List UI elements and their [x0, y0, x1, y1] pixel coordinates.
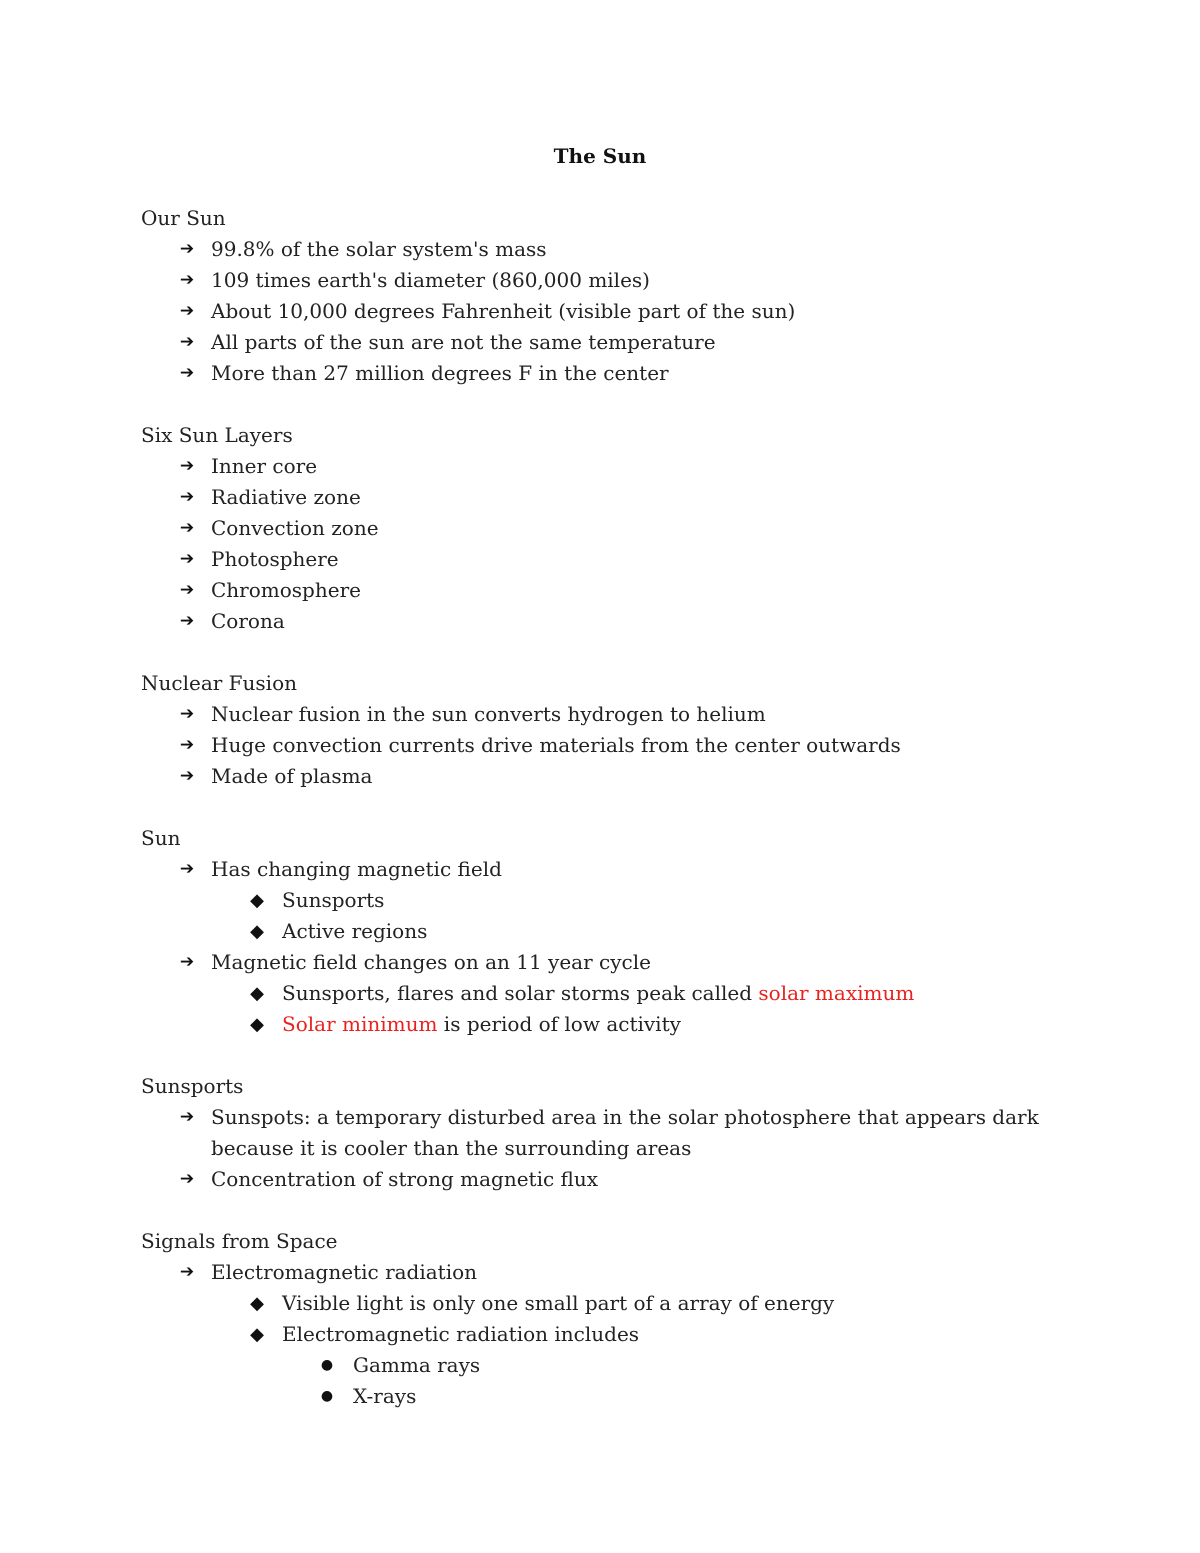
arrow-bullet-icon: ➔ — [179, 1169, 195, 1189]
list-item-text: Electromagnetic radiation includes — [282, 1322, 640, 1346]
list-item-text: 99.8% of the solar system's mass — [211, 237, 547, 261]
list-item-text: X-rays — [353, 1384, 417, 1408]
list-item — [141, 1257, 1081, 1288]
arrow-bullet-icon: ➔ — [179, 859, 195, 879]
section-sunsports — [141, 1071, 1081, 1195]
section-heading: Nuclear Fusion — [141, 671, 297, 695]
arrow-bullet-icon: ➔ — [179, 332, 195, 352]
arrow-bullet-icon: ➔ — [179, 704, 195, 724]
sub-list-item — [141, 885, 1081, 916]
list-item-text: About 10,000 degrees Fahrenheit (visible part of the sun) — [211, 299, 796, 323]
list-item-text: Photosphere — [211, 547, 339, 571]
list-item-text: 109 times earth's diameter (860,000 miles) — [211, 268, 650, 292]
arrow-bullet-icon: ➔ — [179, 766, 195, 786]
list-item — [141, 482, 1081, 513]
arrow-bullet-icon: ➔ — [179, 487, 195, 507]
section-heading: Sun — [141, 826, 181, 850]
list-item — [141, 234, 1081, 265]
list-item — [141, 265, 1081, 296]
arrow-bullet-icon: ➔ — [179, 580, 195, 600]
list-item-text: is period of low activity — [437, 1012, 681, 1036]
list-item-text: Sunsports, flares and solar storms peak called — [282, 981, 759, 1005]
arrow-bullet-icon: ➔ — [179, 301, 195, 321]
sub-list-item — [141, 1288, 1081, 1319]
list-item — [141, 296, 1081, 327]
list-item-text: Magnetic field changes on an 11 year cycle — [211, 950, 651, 974]
arrow-bullet-icon: ➔ — [179, 549, 195, 569]
section-heading: Signals from Space — [141, 1229, 338, 1253]
arrow-bullet-icon: ➔ — [179, 239, 195, 259]
diamond-bullet-icon: ◆ — [250, 1293, 264, 1314]
list-item — [141, 451, 1081, 482]
list-item-text: Active regions — [282, 919, 428, 943]
diamond-bullet-icon: ◆ — [250, 1324, 264, 1345]
dot-bullet-icon: ● — [320, 1388, 334, 1404]
list-item — [141, 1164, 1081, 1195]
list-item-text: Made of plasma — [211, 764, 373, 788]
list-item — [141, 699, 1081, 730]
section-sun-layers — [141, 420, 1081, 637]
document-body — [141, 203, 1081, 1443]
section-signals-from-space — [141, 1226, 1081, 1412]
section-heading: Our Sun — [141, 206, 226, 230]
list-item-text: Corona — [211, 609, 285, 633]
sub-list-item — [141, 916, 1081, 947]
arrow-bullet-icon: ➔ — [179, 952, 195, 972]
arrow-bullet-icon: ➔ — [179, 1107, 195, 1127]
list-item-text: Sunsports — [282, 888, 385, 912]
list-item-text: Electromagnetic radiation — [211, 1260, 478, 1284]
arrow-bullet-icon: ➔ — [179, 611, 195, 631]
diamond-bullet-icon: ◆ — [250, 890, 264, 911]
arrow-bullet-icon: ➔ — [179, 270, 195, 290]
sub-sub-list-item — [141, 1381, 1081, 1412]
arrow-bullet-icon: ➔ — [179, 363, 195, 383]
list-item — [141, 761, 1081, 792]
highlighted-term-solar-minimum: Solar minimum — [282, 1012, 438, 1036]
list-item-text: Chromosphere — [211, 578, 361, 602]
section-our-sun — [141, 203, 1081, 389]
sub-list-item — [141, 978, 1081, 1009]
list-item-text: More than 27 million degrees F in the center — [211, 361, 669, 385]
list-item-text: Convection zone — [211, 516, 379, 540]
list-item-text: Sunspots: a temporary disturbed area in the solar photosphere that appears dark because it is cooler than the surrounding areas — [211, 1105, 1039, 1160]
list-item-text: Concentration of strong magnetic flux — [211, 1167, 599, 1191]
list-item — [141, 947, 1081, 978]
sub-list-item — [141, 1009, 1081, 1040]
section-nuclear-fusion — [141, 668, 1081, 792]
diamond-bullet-icon: ◆ — [250, 921, 264, 942]
list-item-text: Inner core — [211, 454, 318, 478]
arrow-bullet-icon: ➔ — [179, 735, 195, 755]
list-item — [141, 606, 1081, 637]
diamond-bullet-icon: ◆ — [250, 983, 264, 1004]
list-item-text: Gamma rays — [353, 1353, 481, 1377]
list-item — [141, 854, 1081, 885]
list-item-text: Huge convection currents drive materials from the center outwards — [211, 733, 901, 757]
section-heading: Six Sun Layers — [141, 423, 293, 447]
list-item-text: Has changing magnetic field — [211, 857, 502, 881]
sub-sub-list-item — [141, 1350, 1081, 1381]
list-item — [141, 544, 1081, 575]
list-item-text: Visible light is only one small part of a array of energy — [282, 1291, 835, 1315]
list-item — [141, 358, 1081, 389]
section-sun — [141, 823, 1081, 1040]
list-item — [141, 730, 1081, 761]
arrow-bullet-icon: ➔ — [179, 456, 195, 476]
page-title: The Sun — [553, 144, 647, 168]
diamond-bullet-icon: ◆ — [250, 1014, 264, 1035]
list-item — [141, 327, 1081, 358]
sub-list-item — [141, 1319, 1081, 1350]
list-item-text: Radiative zone — [211, 485, 361, 509]
list-item — [141, 1102, 1081, 1164]
dot-bullet-icon: ● — [320, 1357, 334, 1373]
highlighted-term-solar-maximum: solar maximum — [758, 981, 915, 1005]
list-item-text: All parts of the sun are not the same temperature — [211, 330, 716, 354]
list-item — [141, 513, 1081, 544]
list-item — [141, 575, 1081, 606]
arrow-bullet-icon: ➔ — [179, 518, 195, 538]
arrow-bullet-icon: ➔ — [179, 1262, 195, 1282]
list-item-text: Nuclear fusion in the sun converts hydrogen to helium — [211, 702, 766, 726]
section-heading: Sunsports — [141, 1074, 244, 1098]
